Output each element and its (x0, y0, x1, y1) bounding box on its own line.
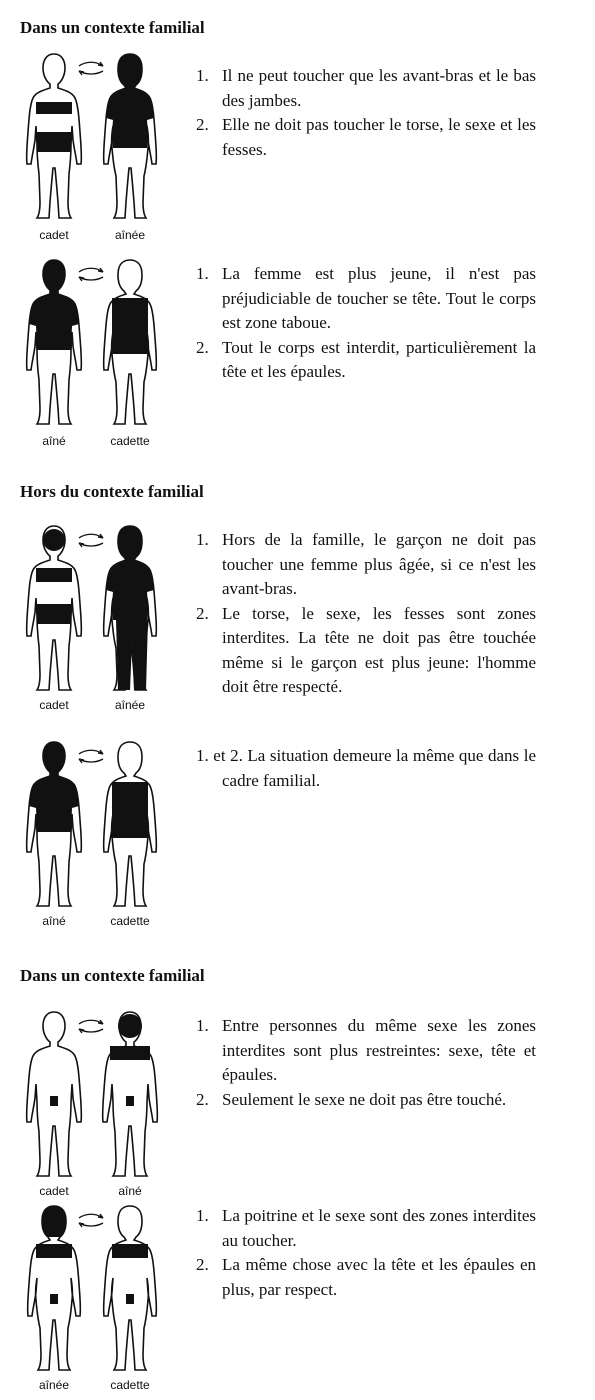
figure-2-list (196, 262, 536, 385)
figure-6-left-label: aînée (38, 1378, 70, 1392)
section-heading-1: Dans un contexte familial (20, 18, 205, 37)
list-item: 2. Seulement le sexe ne doit pas être touché. (196, 1089, 507, 1109)
figure-5-left-label: cadet (39, 1184, 69, 1198)
figure-6-right-label: cadette (110, 1378, 150, 1392)
figure-2-illustration (22, 258, 172, 436)
list-item: 1. et 2. La situation demeure la même que dans le cadre familial. (196, 746, 536, 790)
figure-4-right-label: cadette (110, 914, 150, 928)
list-item: 1. La poitrine et le sexe sont des zones interdites au toucher. (196, 1206, 536, 1250)
figure-1-illustration (22, 52, 172, 230)
figure-4-list (196, 744, 536, 793)
figure-1-list (196, 64, 536, 162)
section-heading-2: Hors du contexte familial (20, 482, 204, 501)
figure-2-right-label: cadette (110, 434, 150, 448)
list-item: 1. Hors de la famille, le garçon ne doit pas toucher une femme plus âgée, si ce n'est les avant-bras. (196, 530, 536, 598)
figure-4-left-label: aîné (42, 914, 66, 928)
figure-1-left-label: cadet (39, 228, 69, 242)
figure-3-left-label: cadet (39, 698, 69, 712)
list-item: 1. Il ne peut toucher que les avant-bras et le bas des jambes. (196, 66, 536, 110)
figure-3-list (196, 528, 536, 700)
figure-6-list (196, 1204, 536, 1302)
figure-1-right-label: aînée (114, 228, 146, 242)
figure-5-list (196, 1014, 536, 1112)
figure-2-left-label: aîné (42, 434, 66, 448)
figure-5-right-label: aîné (118, 1184, 142, 1198)
list-item: 2. La même chose avec la tête et les épaules en plus, par respect. (196, 1255, 536, 1299)
figure-5-illustration (22, 1010, 172, 1188)
list-item: 2. Tout le corps est interdit, particulièrement la tête et les épaules. (196, 337, 536, 381)
list-item: 2. Elle ne doit pas toucher le torse, le sexe et les fesses. (196, 115, 536, 159)
list-item: 1. La femme est plus jeune, il n'est pas préjudiciable de toucher se tête. Tout le corps est zone taboue. (196, 264, 536, 332)
section-heading-3: Dans un contexte familial (20, 966, 205, 985)
figure-3-right-label: aînée (114, 698, 146, 712)
figure-3-illustration (22, 524, 172, 702)
list-item: 2. Le torse, le sexe, les fesses sont zones interdites. La tête ne doit pas être touchée même si le garçon est plus jeune: l'homme doit être respecté. (196, 603, 536, 696)
list-item: 1. Entre personnes du même sexe les zones interdites sont plus restreintes: sexe, tête et épaules. (196, 1016, 536, 1084)
figure-4-illustration (22, 740, 172, 918)
figure-6-illustration (22, 1204, 172, 1382)
